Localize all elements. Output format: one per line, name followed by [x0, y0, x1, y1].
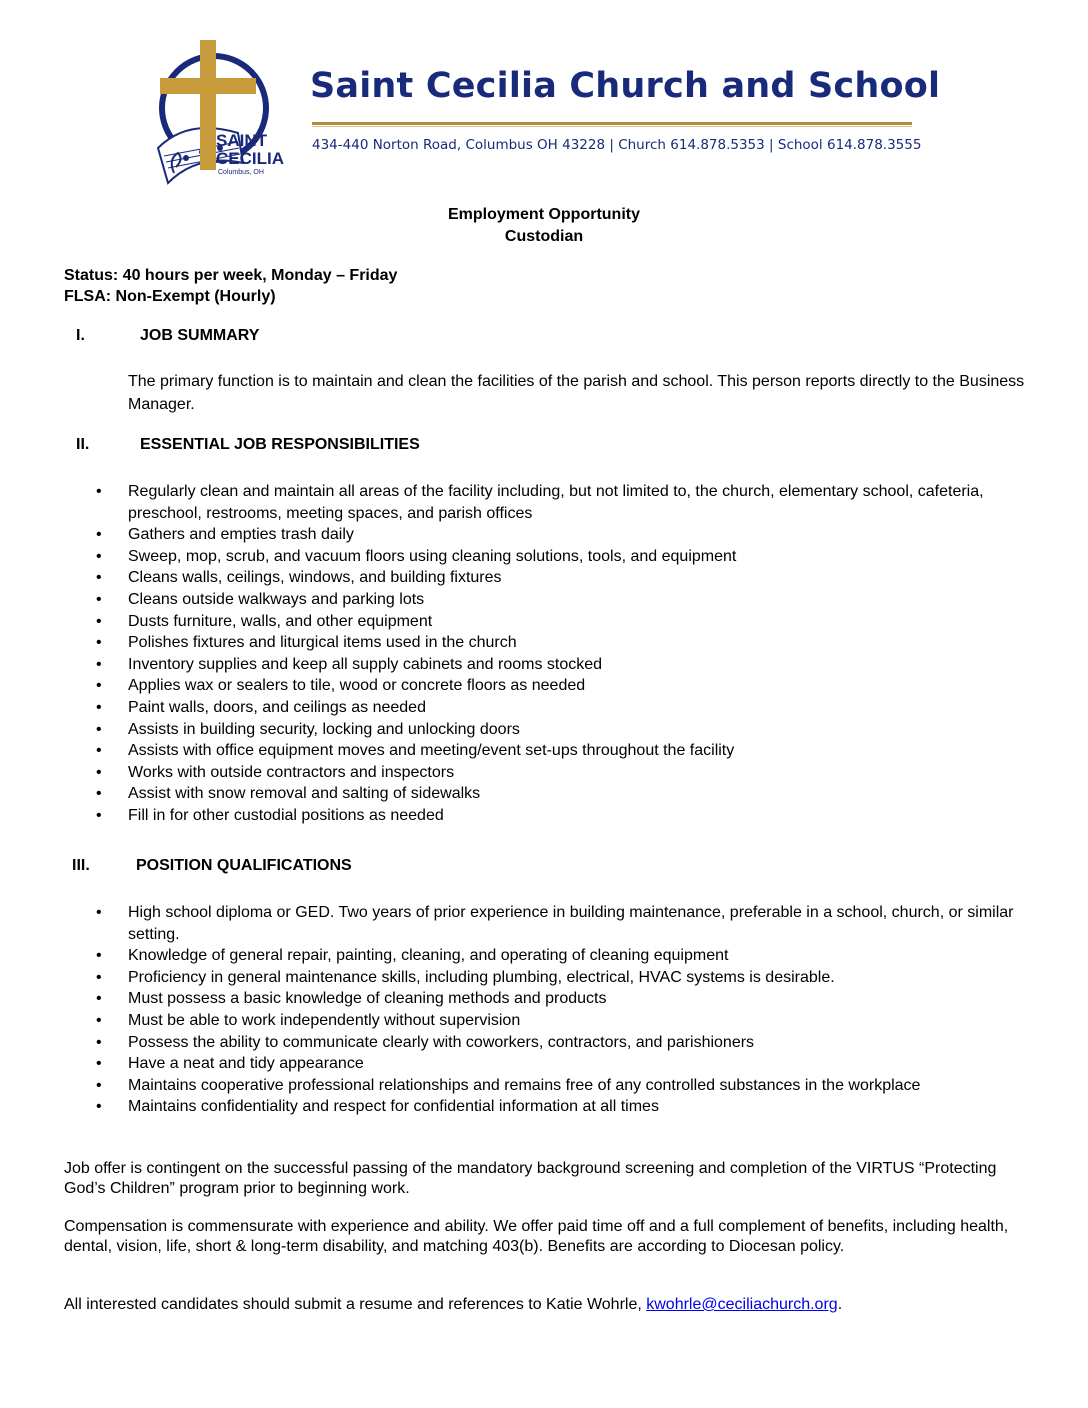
responsibility-item	[64, 762, 1034, 784]
qualification-item	[64, 1096, 1034, 1118]
organization-address: 434-440 Norton Road, Columbus OH 43228 | Church 614.878.5353 | School 614.878.3555	[312, 137, 922, 153]
qualification-item-text: Maintains confidentiality and respect for confidential information at all times	[128, 1098, 659, 1116]
qualification-item	[64, 902, 1034, 945]
job-summary-text: The primary function is to maintain and clean the facilities of the parish and school. This person reports directly to the Business Manager.	[128, 373, 1025, 413]
header-divider-thin	[312, 126, 912, 127]
responsibility-item	[64, 632, 1034, 654]
responsibility-item-text: Assists with office equipment moves and meeting/event set-ups throughout the facility	[128, 742, 735, 760]
bullet-icon: •	[96, 1055, 102, 1073]
responsibility-item	[64, 740, 1034, 762]
responsibility-item	[64, 481, 1034, 524]
responsibility-item	[64, 675, 1034, 697]
bullet-icon: •	[96, 904, 102, 921]
responsibility-item-text: Polishes fixtures and liturgical items used in the church	[128, 634, 517, 652]
background-check-paragraph: Job offer is contingent on the successful passing of the mandatory background screening and completion of the VIRTUS “Protecting God’s Children” program prior to beginning work.	[64, 1160, 997, 1197]
title-line-1: Employment Opportunity	[448, 206, 640, 223]
bullet-icon: •	[96, 569, 102, 587]
responsibility-item	[64, 524, 1034, 546]
section-number-responsibilities: II.	[76, 436, 90, 453]
responsibility-item	[64, 805, 1034, 827]
bullet-icon: •	[96, 1076, 102, 1094]
bullet-icon: •	[96, 634, 102, 652]
bullet-icon: •	[96, 720, 102, 738]
section-title-responsibilities: ESSENTIAL JOB RESPONSIBILITIES	[140, 436, 420, 453]
bullet-icon: •	[96, 483, 102, 500]
responsibility-item-text: Inventory supplies and keep all supply cabinets and rooms stocked	[128, 655, 603, 673]
responsibility-item-text: Applies wax or sealers to tile, wood or concrete floors as needed	[128, 677, 586, 695]
bullet-icon: •	[96, 1033, 102, 1051]
compensation-paragraph: Compensation is commensurate with experience and ability. We offer paid time off and a full complement of benefits, including health, dental, vision, life, short & long-term disability, and matching 403(b). Benefits are according to Diocesan policy.	[64, 1218, 1009, 1255]
apply-paragraph	[64, 1295, 1024, 1315]
responsibility-item	[64, 719, 1034, 741]
bullet-icon: •	[96, 655, 102, 673]
apply-suffix: .	[837, 1296, 843, 1313]
bullet-icon: •	[96, 806, 102, 824]
qualification-item	[64, 1075, 1034, 1097]
bullet-icon: •	[96, 785, 102, 803]
organization-name: Saint Cecilia Church and School	[310, 66, 941, 106]
qualification-item-text: Possess the ability to communicate clearly with coworkers, contractors, and parishioners	[128, 1033, 755, 1051]
responsibility-item	[64, 654, 1034, 676]
qualification-item	[64, 967, 1034, 989]
title-line-2: Custodian	[504, 228, 584, 245]
responsibility-item	[64, 546, 1034, 568]
responsibility-item-text: Assists in building security, locking and unlocking doors	[128, 720, 520, 738]
responsibility-item-text: Gathers and empties trash daily	[128, 526, 354, 544]
bullet-icon: •	[96, 990, 102, 1008]
svg-text:SAINT: SAINT	[216, 131, 267, 150]
bullet-icon: •	[96, 547, 102, 565]
responsibility-item-text: Dusts furniture, walls, and other equipment	[128, 612, 433, 630]
status-flsa: FLSA: Non-Exempt (Hourly)	[64, 288, 276, 305]
bullet-icon: •	[96, 1098, 102, 1116]
qualification-item-text: Proficiency in general maintenance skills, including plumbing, electrical, HVAC systems is desirable.	[128, 968, 835, 986]
section-title-summary: JOB SUMMARY	[140, 327, 260, 344]
status-hours: Status: 40 hours per week, Monday – Friday	[64, 267, 398, 284]
qualification-item-text: Knowledge of general repair, painting, cleaning, and operating of cleaning equipment	[128, 947, 729, 965]
qualification-item-text: High school diploma or GED. Two years of prior experience in building maintenance, preferable in a school, church, or similar setting.	[128, 904, 1014, 943]
qualification-item-text: Have a neat and tidy appearance	[128, 1055, 364, 1073]
bullet-icon: •	[96, 1011, 102, 1029]
apply-text: All interested candidates should submit a resume and references to Katie Wohrle,	[64, 1296, 647, 1313]
status-block	[64, 265, 397, 307]
bullet-icon: •	[96, 947, 102, 965]
responsibility-item-text: Sweep, mop, scrub, and vacuum floors using cleaning solutions, tools, and equipment	[128, 547, 737, 565]
contact-email-link[interactable]: kwohrle@ceciliachurch.org	[646, 1296, 838, 1313]
qualification-item-text: Maintains cooperative professional relationships and remains free of any controlled substances in the workplace	[128, 1076, 921, 1094]
section-number-qualifications: III.	[72, 857, 90, 874]
qualification-item	[64, 945, 1034, 967]
qualification-item-text: Must be able to work independently without supervision	[128, 1011, 521, 1029]
saint-cecilia-logo-icon	[148, 38, 288, 190]
responsibility-item	[64, 611, 1034, 633]
bullet-icon: •	[96, 698, 102, 716]
bullet-icon: •	[96, 612, 102, 630]
bullet-icon: •	[96, 677, 102, 695]
svg-text:CECILIA: CECILIA	[216, 149, 284, 168]
bullet-icon: •	[96, 763, 102, 781]
qualification-item	[64, 1010, 1034, 1032]
responsibility-item	[64, 567, 1034, 589]
responsibilities-list	[64, 481, 1034, 827]
responsibility-item	[64, 589, 1034, 611]
bullet-icon: •	[96, 526, 102, 544]
section-title-qualifications: POSITION QUALIFICATIONS	[136, 857, 352, 874]
responsibility-item-text: Fill in for other custodial positions as needed	[128, 806, 444, 824]
section-number-summary: I.	[76, 327, 85, 344]
responsibility-item-text: Cleans walls, ceilings, windows, and building fixtures	[128, 569, 502, 587]
responsibility-item-text: Regularly clean and maintain all areas of the facility including, but not limited to, the church, elementary school, cafeteria, preschool, restrooms, meeting spaces, and parish offices	[128, 483, 984, 522]
responsibility-item-text: Cleans outside walkways and parking lots	[128, 590, 425, 608]
logo-wordmark	[216, 131, 284, 176]
qualification-item	[64, 1032, 1034, 1054]
qualification-item-text: Must possess a basic knowledge of cleaning methods and products	[128, 990, 607, 1008]
responsibility-item-text: Works with outside contractors and inspectors	[128, 763, 455, 781]
responsibility-item	[64, 697, 1034, 719]
header-divider	[312, 122, 912, 125]
document-title	[0, 204, 1088, 248]
bullet-icon: •	[96, 968, 102, 986]
qualification-item	[64, 1053, 1034, 1075]
responsibility-item-text: Paint walls, doors, and ceilings as needed	[128, 698, 426, 716]
bullet-icon: •	[96, 742, 102, 760]
bullet-icon: •	[96, 590, 102, 608]
responsibility-item	[64, 783, 1034, 805]
responsibility-item-text: Assist with snow removal and salting of sidewalks	[128, 785, 481, 803]
qualifications-list	[64, 902, 1034, 1118]
svg-text:Columbus, OH: Columbus, OH	[218, 169, 264, 176]
qualification-item	[64, 988, 1034, 1010]
